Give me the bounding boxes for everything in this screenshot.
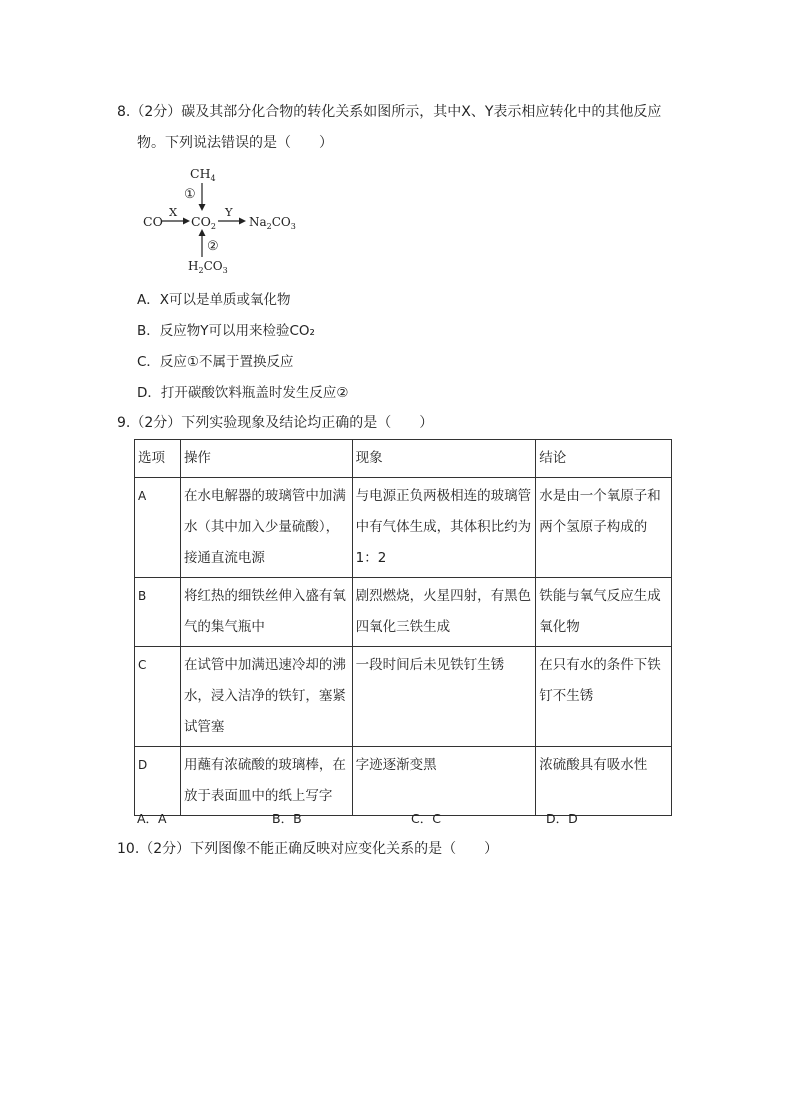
arrow-ch4-head bbox=[199, 204, 206, 211]
header-option: 选项 bbox=[135, 440, 181, 478]
row-c-phenomenon: 一段时间后未见铁钉生锈 bbox=[352, 647, 536, 747]
h2co3-label: $H_2CO_3$ bbox=[188, 259, 228, 275]
q8-option-a: A．X可以是单质或氧化物 bbox=[137, 292, 291, 308]
table-row bbox=[135, 578, 672, 647]
row-a-conclusion: 水是由一个氧原子和两个氢原子构成的 bbox=[536, 478, 672, 578]
co-label: CO bbox=[143, 214, 163, 229]
row-b-operation: 将红热的细铁丝伸入盛有氧气的集气瓶中 bbox=[180, 578, 352, 647]
table-row bbox=[135, 478, 672, 578]
row-a-operation: 在水电解器的玻璃管中加满水（其中加入少量硫酸），接通直流电源 bbox=[180, 478, 352, 578]
header-phenomenon: 现象 bbox=[352, 440, 536, 478]
marker-2: ② bbox=[207, 239, 219, 254]
table-row bbox=[135, 647, 672, 747]
row-d-phenomenon: 字迹逐渐变黑 bbox=[352, 747, 536, 816]
question-8-stem bbox=[117, 97, 677, 159]
label-y: Y bbox=[225, 205, 233, 219]
row-b-conclusion: 铁能与氧气反应生成氧化物 bbox=[536, 578, 672, 647]
q9-answer-b: B．B bbox=[272, 811, 302, 826]
q8-option-c: C．反应①不属于置换反应 bbox=[137, 354, 294, 370]
header-conclusion: 结论 bbox=[536, 440, 672, 478]
question-10-stem: 10.（2分）下列图像不能正确反映对应变化关系的是（ ） bbox=[117, 841, 499, 857]
row-d-conclusion: 浓硫酸具有吸水性 bbox=[536, 747, 672, 816]
q9-answer-d: D．D bbox=[546, 811, 578, 826]
q8-option-b: B．反应物Y可以用来检验CO₂ bbox=[137, 323, 315, 339]
question-9-stem: 9.（2分）下列实验现象及结论均正确的是（ ） bbox=[117, 415, 434, 431]
experiment-table bbox=[134, 439, 672, 816]
row-c-operation: 在试管中加满迅速冷却的沸水，浸入洁净的铁钉，塞紧试管塞 bbox=[180, 647, 352, 747]
q9-answer-a: A．A bbox=[137, 811, 167, 826]
header-operation: 操作 bbox=[180, 440, 352, 478]
q8-option-d: D．打开碳酸饮料瓶盖时发生反应② bbox=[137, 385, 349, 401]
row-b-option: B bbox=[135, 578, 181, 647]
question-8-line2: 物。下列说法错误的是（ ） bbox=[137, 135, 333, 151]
q9-answer-c: C．C bbox=[411, 811, 441, 826]
label-x: X bbox=[169, 205, 178, 219]
co2-label: $CO_2$ bbox=[191, 214, 216, 231]
row-a-option: A bbox=[135, 478, 181, 578]
row-c-option: C bbox=[135, 647, 181, 747]
row-a-phenomenon: 与电源正负两极相连的玻璃管中有气体生成，其体积比约为1：2 bbox=[352, 478, 536, 578]
na2co3-label: $Na_2CO_3$ bbox=[249, 215, 296, 231]
table-header-row bbox=[135, 440, 672, 478]
row-c-conclusion: 在只有水的条件下铁钉不生锈 bbox=[536, 647, 672, 747]
ch4-label: $CH_4$ bbox=[190, 166, 216, 183]
question-8-line1: 8.（2分）碳及其部分化合物的转化关系如图所示，其中X、Y表示相应转化中的其他反应 bbox=[117, 104, 662, 120]
arrow-co-head bbox=[183, 218, 190, 225]
arrow-h2co3-head bbox=[199, 229, 206, 236]
carbon-conversion-diagram bbox=[140, 165, 320, 280]
marker-1: ① bbox=[184, 187, 196, 202]
arrow-co2-head bbox=[239, 218, 246, 225]
row-d-option: D bbox=[135, 747, 181, 816]
row-b-phenomenon: 剧烈燃烧，火星四射，有黑色四氧化三铁生成 bbox=[352, 578, 536, 647]
row-d-operation: 用蘸有浓硫酸的玻璃棒，在放于表面皿中的纸上写字 bbox=[180, 747, 352, 816]
table-row bbox=[135, 747, 672, 816]
